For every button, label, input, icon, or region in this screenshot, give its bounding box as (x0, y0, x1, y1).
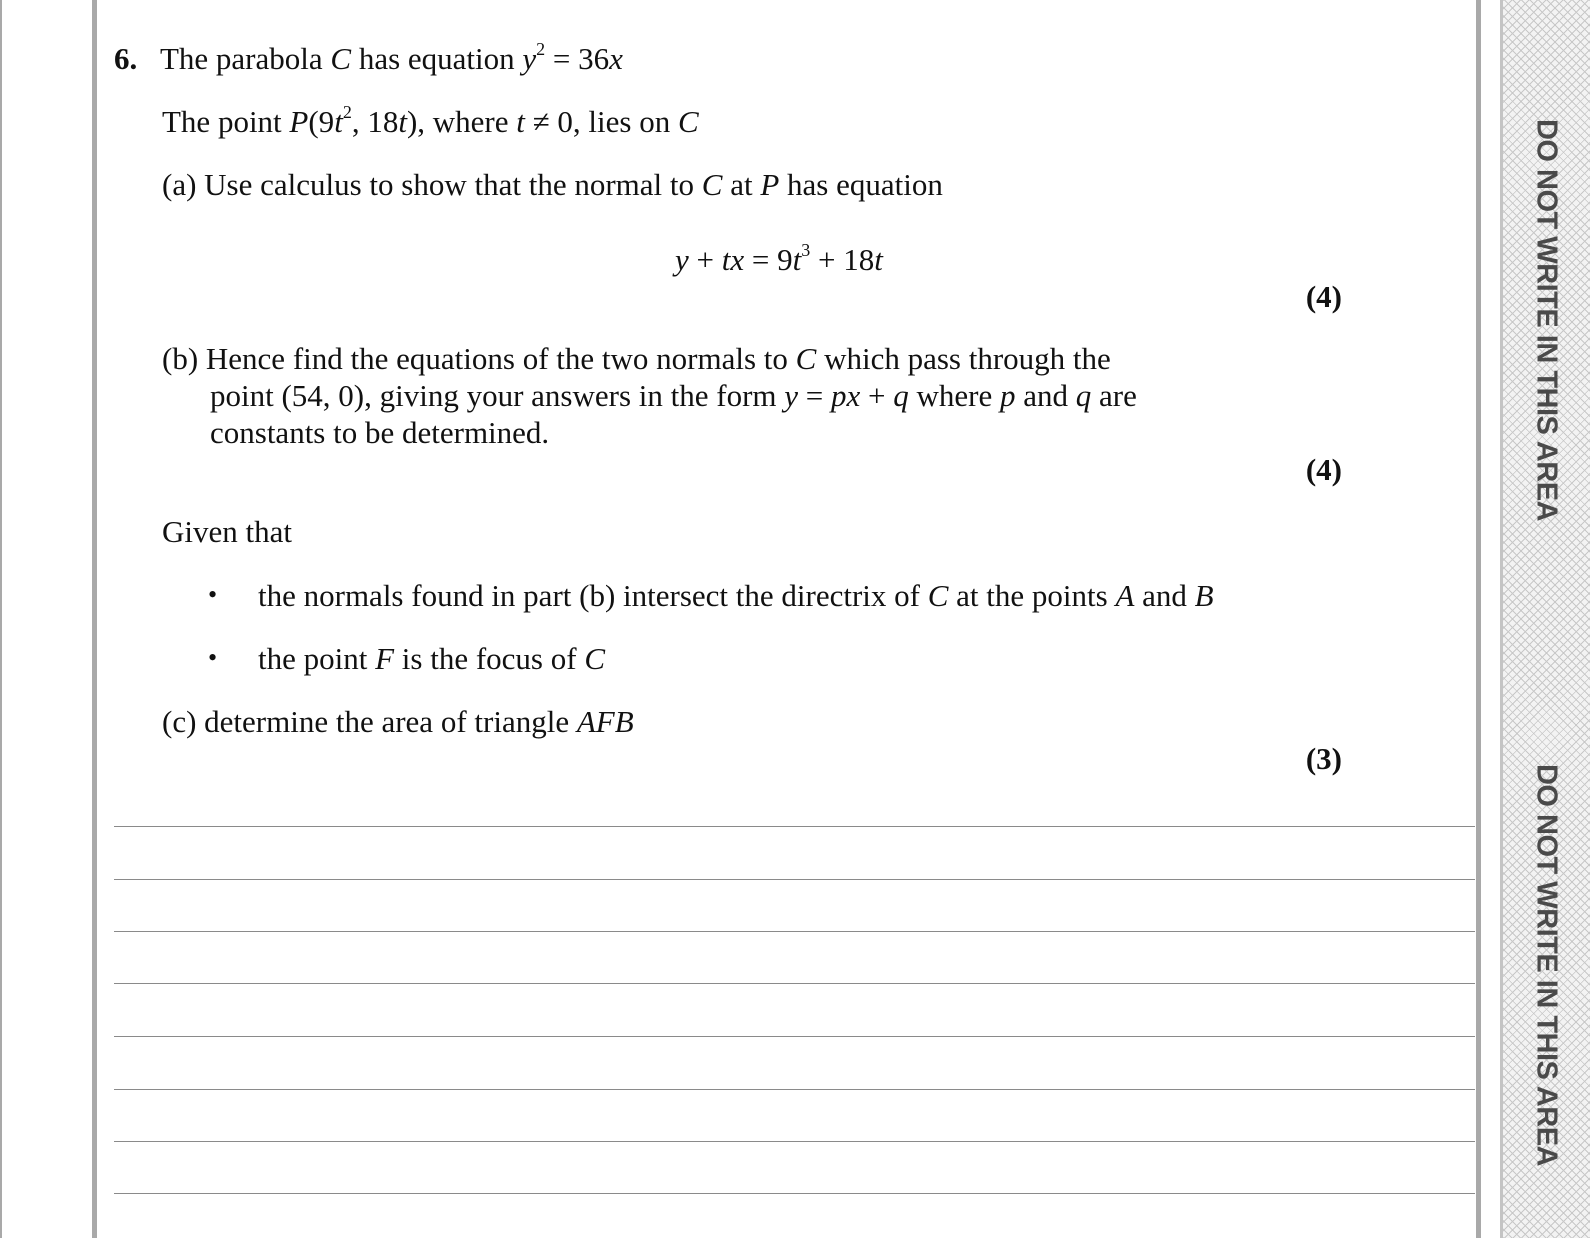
bullet-2: • (208, 643, 218, 672)
question-number: 6. (114, 41, 138, 76)
answer-line[interactable] (114, 1036, 1475, 1037)
answer-line[interactable] (114, 879, 1475, 880)
answer-line[interactable] (114, 1089, 1475, 1090)
left-margin-rule (92, 0, 97, 1238)
point-definition: The point $P(9t^2$, 18t), where t ≠ 0, lies on C (162, 102, 699, 139)
do-not-write-notice-bottom: DO NOT WRITE IN THIS AREA (1530, 763, 1563, 1167)
part-b-label: (b) (162, 341, 199, 376)
part-c-label: (c) (162, 704, 197, 739)
bullet-1: • (208, 580, 218, 609)
part-a-text: (a) Use calculus to show that the normal to C at P has equation (162, 167, 943, 202)
normal-equation: y + tx = $9t^3 + 18t$ (675, 240, 883, 277)
answer-line[interactable] (114, 1141, 1475, 1142)
part-c-marks: (3) (1305, 741, 1342, 776)
part-b-marks: (4) (1305, 452, 1342, 487)
given-heading: Given that (162, 514, 292, 549)
right-margin-rule (1476, 0, 1481, 1238)
part-b-line-3: constants to be determined. (210, 415, 550, 450)
part-a-marks: (4) (1305, 279, 1342, 314)
given-bullet-1: the normals found in part (b) intersect the directrix of C at the points A and B (258, 578, 1214, 613)
answer-line[interactable] (114, 931, 1475, 932)
given-bullet-2: the point F is the focus of C (258, 641, 606, 676)
question-stem: 6. The parabola C has equation $y^2 = 36x$ (114, 39, 623, 76)
part-a-label: (a) (162, 167, 197, 202)
left-edge-rule (0, 0, 2, 1238)
part-b-line-2: point (54, 0), giving your answers in the form y = px + q where p and q are (210, 378, 1137, 413)
part-b-line-1: (b) Hence find the equations of the two normals to C which pass through the (162, 341, 1111, 376)
answer-line[interactable] (114, 1193, 1475, 1194)
answer-line[interactable] (114, 983, 1475, 984)
answer-line[interactable] (114, 826, 1475, 827)
do-not-write-notice-top: DO NOT WRITE IN THIS AREA (1530, 118, 1563, 522)
part-c-text: (c) determine the area of triangle AFB (162, 704, 634, 739)
